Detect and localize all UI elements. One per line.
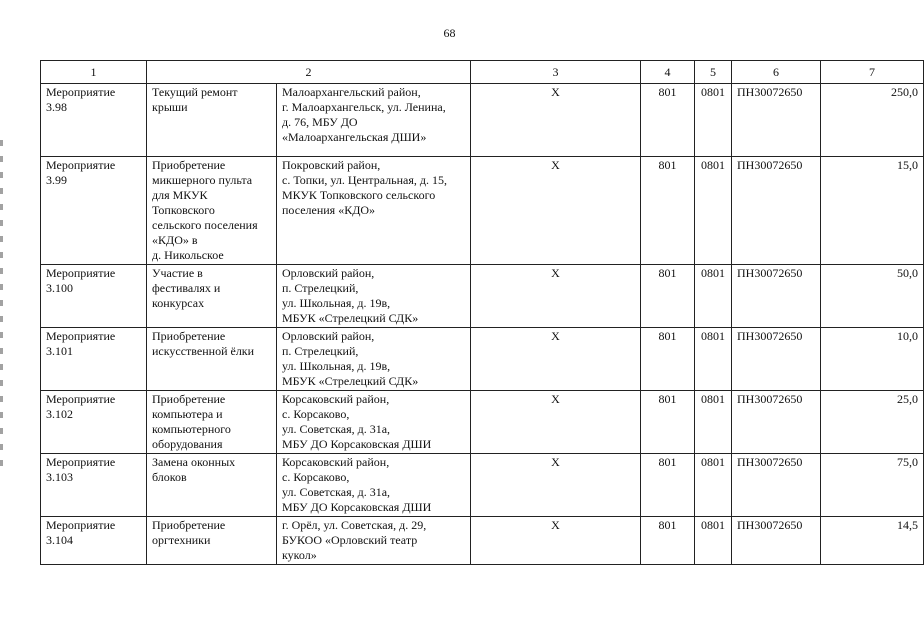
col5-cell: 0801: [695, 265, 732, 328]
measure-cell: [41, 328, 147, 391]
col7-cell: 15,0: [821, 157, 924, 265]
name-cell: [147, 84, 277, 157]
table-row: [41, 84, 924, 157]
header-cell-1: 1: [41, 61, 147, 84]
col3-cell: Х: [471, 517, 641, 565]
location-text: Малоархангельский район, г. Малоархангельск, ул. Ленина, д. 76, МБУ ДО «Малоархангельская ДШИ»: [282, 85, 446, 144]
col3-cell: Х: [471, 157, 641, 265]
location-text: Корсаковский район, с. Корсаково, ул. Советская, д. 31а, МБУ ДО Корсаковская ДШИ: [282, 455, 432, 514]
col3-cell: Х: [471, 454, 641, 517]
col3-cell: Х: [471, 84, 641, 157]
col7-cell: 250,0: [821, 84, 924, 157]
col5-cell: 0801: [695, 328, 732, 391]
name-cell: [147, 265, 277, 328]
measure-cell: [41, 391, 147, 454]
table-row: [41, 454, 924, 517]
measure-text: Мероприятие 3.104: [46, 518, 116, 547]
header-cell-4: 4: [641, 61, 695, 84]
measure-cell: [41, 517, 147, 565]
page-number: 68: [443, 26, 456, 40]
name-cell: [147, 328, 277, 391]
measure-cell: [41, 84, 147, 157]
location-text: Корсаковский район, с. Корсаково, ул. Советская, д. 31а, МБУ ДО Корсаковская ДШИ: [282, 392, 432, 451]
location-text: Покровский район, с. Топки, ул. Центральная, д. 15, МКУК Топковского сельского поселения «КДО»: [282, 158, 447, 217]
name-text: Приобретение микшерного пульта для МКУК Топковского сельского поселения «КДО» в д. Никольское: [152, 158, 258, 262]
location-text: Орловский район, п. Стрелецкий, ул. Школьная, д. 19в, МБУК «Стрелецкий СДК»: [282, 266, 419, 325]
col5-cell: 0801: [695, 391, 732, 454]
measure-text: Мероприятие 3.100: [46, 266, 116, 295]
measure-text: Мероприятие 3.103: [46, 455, 116, 484]
name-cell: [147, 517, 277, 565]
col6-cell: ПН30072650: [732, 454, 821, 517]
header-cell-3: 3: [471, 61, 641, 84]
col4-cell: 801: [641, 157, 695, 265]
name-text: Приобретение искусственной ёлки: [152, 329, 255, 358]
table-row: [41, 265, 924, 328]
location-cell: [277, 517, 471, 565]
location-cell: [277, 328, 471, 391]
measure-cell: [41, 157, 147, 265]
col7-cell: 25,0: [821, 391, 924, 454]
col5-cell: 0801: [695, 84, 732, 157]
location-text: Орловский район, п. Стрелецкий, ул. Школьная, д. 19в, МБУК «Стрелецкий СДК»: [282, 329, 419, 388]
measure-text: Мероприятие 3.102: [46, 392, 116, 421]
name-text: Приобретение компьютера и компьютерного оборудования: [152, 392, 231, 451]
name-cell: [147, 157, 277, 265]
col5-cell: 0801: [695, 157, 732, 265]
location-cell: [277, 391, 471, 454]
measure-cell: [41, 265, 147, 328]
col3-cell: Х: [471, 328, 641, 391]
header-cell-7: 7: [821, 61, 924, 84]
col6-cell: ПН30072650: [732, 517, 821, 565]
col7-cell: 75,0: [821, 454, 924, 517]
col3-cell: Х: [471, 265, 641, 328]
location-cell: [277, 454, 471, 517]
header-cell-2: 2: [147, 61, 471, 84]
col4-cell: 801: [641, 265, 695, 328]
col4-cell: 801: [641, 517, 695, 565]
name-text: Приобретение оргтехники: [152, 518, 226, 547]
header-row: [41, 61, 924, 84]
name-cell: [147, 454, 277, 517]
table-row: [41, 391, 924, 454]
table-row: [41, 157, 924, 265]
measure-text: Мероприятие 3.99: [46, 158, 116, 187]
header-cell-5: 5: [695, 61, 732, 84]
col4-cell: 801: [641, 328, 695, 391]
col3-cell: Х: [471, 391, 641, 454]
measure-text: Мероприятие 3.98: [46, 85, 116, 114]
col6-cell: ПН30072650: [732, 157, 821, 265]
col4-cell: 801: [641, 391, 695, 454]
table-row: [41, 328, 924, 391]
name-text: Текущий ремонт крыши: [152, 85, 238, 114]
location-cell: [277, 265, 471, 328]
measure-cell: [41, 454, 147, 517]
col6-cell: ПН30072650: [732, 84, 821, 157]
col4-cell: 801: [641, 454, 695, 517]
col7-cell: 14,5: [821, 517, 924, 565]
measure-text: Мероприятие 3.101: [46, 329, 116, 358]
col7-cell: 50,0: [821, 265, 924, 328]
budget-table: [40, 60, 924, 565]
col6-cell: ПН30072650: [732, 328, 821, 391]
location-text: г. Орёл, ул. Советская, д. 29, БУКОО «Орловский театр кукол»: [282, 518, 427, 562]
name-cell: [147, 391, 277, 454]
col6-cell: ПН30072650: [732, 391, 821, 454]
name-text: Участие в фестивалях и конкурсах: [152, 266, 221, 310]
table-row: [41, 517, 924, 565]
col5-cell: 0801: [695, 517, 732, 565]
header-cell-6: 6: [732, 61, 821, 84]
col4-cell: 801: [641, 84, 695, 157]
col7-cell: 10,0: [821, 328, 924, 391]
col5-cell: 0801: [695, 454, 732, 517]
scan-edge-artifact: [0, 140, 3, 470]
name-text: Замена оконных блоков: [152, 455, 236, 484]
col6-cell: ПН30072650: [732, 265, 821, 328]
location-cell: [277, 84, 471, 157]
location-cell: [277, 157, 471, 265]
